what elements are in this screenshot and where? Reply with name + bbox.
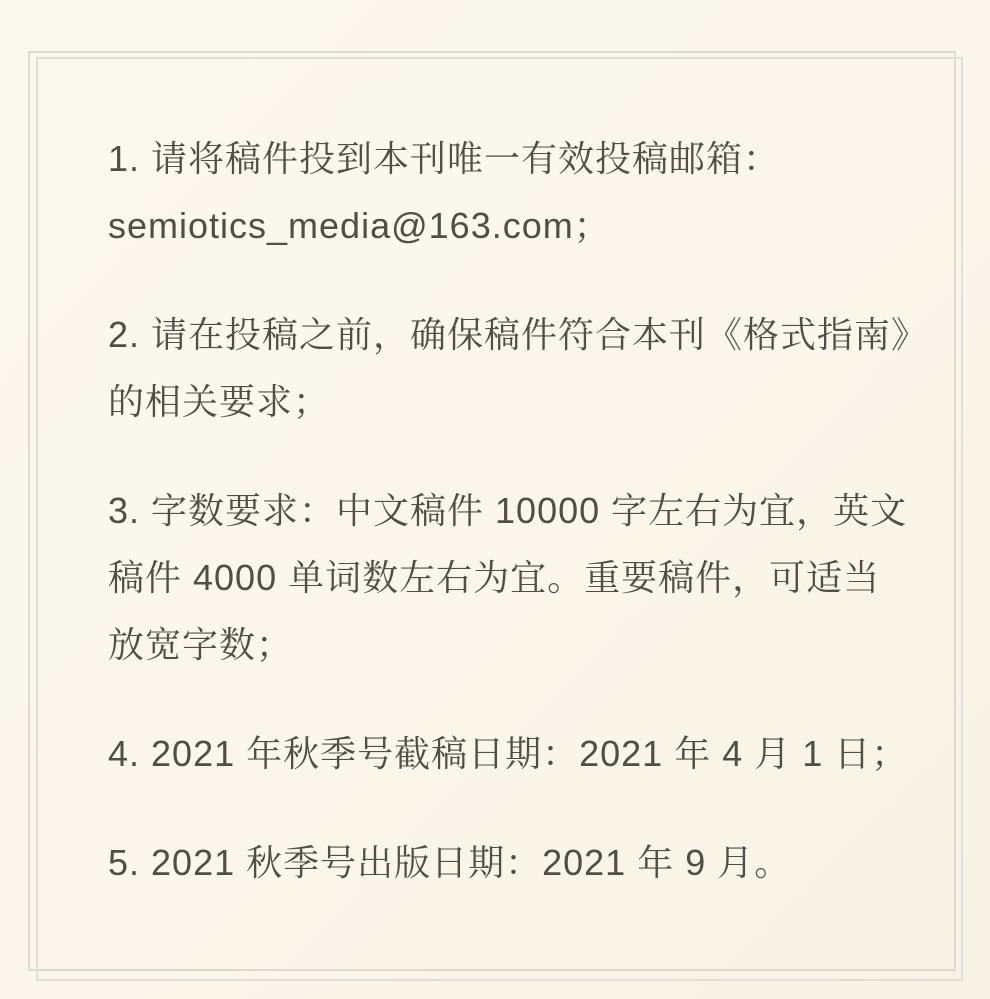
notice-item-3 bbox=[108, 477, 908, 678]
email-address: semiotics_media@163.com； bbox=[108, 205, 611, 246]
notice-line: 放宽字数； bbox=[108, 624, 294, 665]
notice-line: 3. 字数要求：中文稿件 10000 字左右为宜，英文 bbox=[108, 490, 908, 531]
notice-list bbox=[108, 125, 929, 938]
notice-line: 5. 2021 秋季号出版日期：2021 年 9 月。 bbox=[108, 842, 792, 883]
notice-line: 2. 请在投稿之前，确保稿件符合本刊《格式指南》 bbox=[108, 314, 929, 355]
notice-line: 4. 2021 年秋季号截稿日期：2021 年 4 月 1 日； bbox=[108, 733, 909, 774]
notice-item-1 bbox=[108, 125, 908, 259]
notice-item-4 bbox=[108, 720, 908, 787]
notice-item-5 bbox=[108, 829, 908, 896]
notice-line: 的相关要求； bbox=[108, 381, 331, 422]
notice-item-2 bbox=[108, 301, 929, 435]
notice-line: 稿件 4000 单词数左右为宜。重要稿件，可适当 bbox=[108, 557, 881, 598]
notice-line: 1. 请将稿件投到本刊唯一有效投稿邮箱： bbox=[108, 138, 781, 179]
